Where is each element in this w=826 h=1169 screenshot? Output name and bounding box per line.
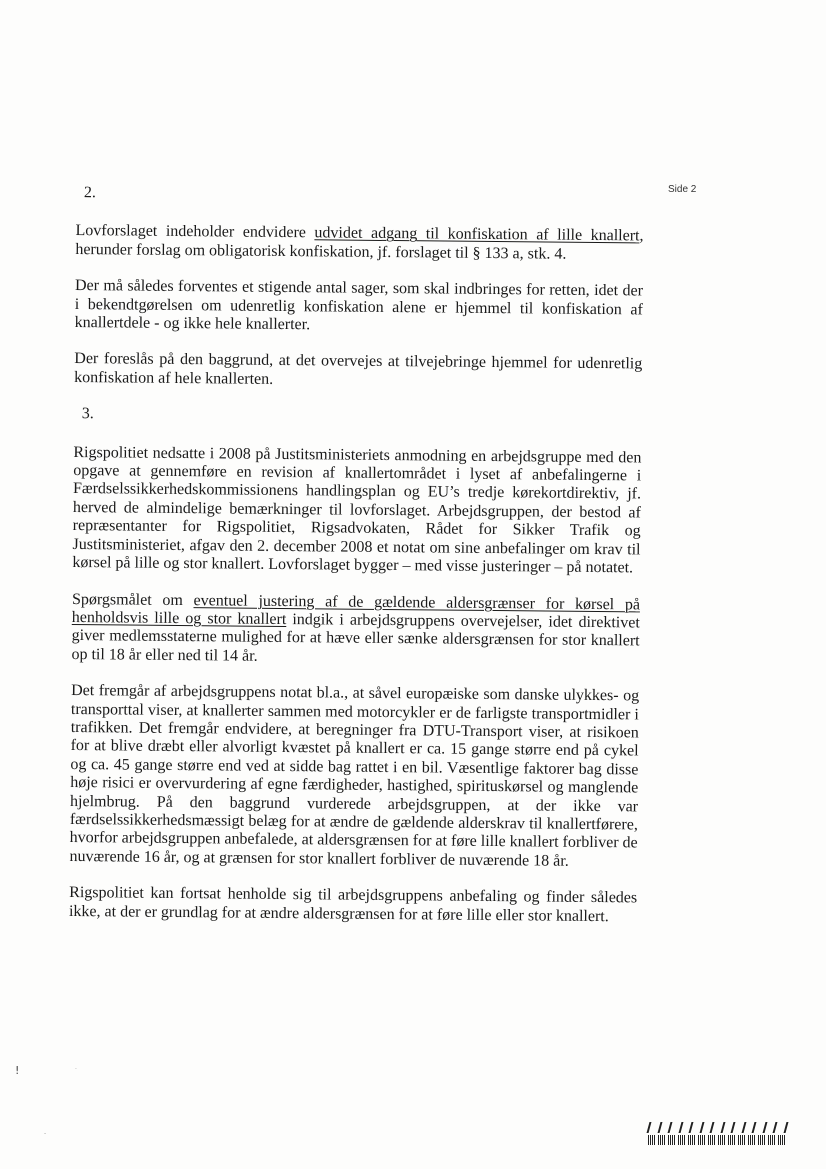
- barcode-bar: [647, 1122, 651, 1133]
- section-number-3: 3.: [81, 405, 94, 423]
- barcode-block: [738, 1135, 746, 1145]
- scan-artifact-mark: !: [15, 1064, 20, 1077]
- barcode-block: [758, 1135, 766, 1145]
- barcode-block: [778, 1135, 786, 1145]
- barcode-block: [658, 1135, 666, 1145]
- barcode-block: [698, 1135, 706, 1145]
- paragraph-text: Spørgsmålet om: [71, 590, 194, 609]
- barcode-block: [718, 1135, 726, 1145]
- barcode-block: [748, 1135, 756, 1145]
- barcode-block: [728, 1135, 736, 1145]
- barcode-blocks: [648, 1135, 786, 1146]
- paragraph-age-limits: [71, 590, 640, 669]
- barcode-block: [668, 1135, 676, 1145]
- paragraph-text: , herunder forslag om obligatorisk konfiskation, jf. forslaget til § 133 a, stk. 4.: [75, 227, 644, 263]
- paragraph-expected-cases: Der må således forventes et stigende antal sager, som skal indbringes for retten, idet der i bekendtgørelsen om udenretlig konfiskation alene er hjemmel til konfiskation af knallertdele - og ikke hele knallerter.: [74, 277, 644, 334]
- barcode-block: [678, 1135, 686, 1145]
- barcode-bar: [657, 1122, 661, 1133]
- barcode-block: [648, 1135, 656, 1145]
- barcode-bar: [668, 1122, 672, 1133]
- page-number: Side 2: [668, 184, 697, 195]
- barcode-bar: [752, 1122, 756, 1133]
- underlined-phrase: udvidet adgang til konfiskation af lille knallert: [314, 224, 640, 245]
- barcode-bar: [689, 1122, 693, 1133]
- paragraph-text: Lovforslaget indeholder endvidere: [75, 222, 315, 242]
- barcode-bar: [731, 1122, 735, 1133]
- section-number-2: 2.: [83, 184, 96, 202]
- barcode-bar: [678, 1122, 682, 1133]
- barcode-bars: [648, 1122, 786, 1133]
- underlined-phrase: eventuel justering af de gældende aldersgrænser for kørsel på henholdsvis lille og stor knallert: [71, 591, 641, 628]
- barcode-bar: [699, 1122, 703, 1133]
- paragraph-suggestion: Der foreslås på den baggrund, at det overvejes at tilvejebringe hjemmel for udenretlig konfiskation af hele knallerten.: [74, 350, 643, 388]
- paragraph-working-group: Rigspolitiet nedsatte i 2008 på Justitsministeriets anmodning en arbejdsgruppe med den opgave at gennemføre en revision af knallertområdet i lyset af anbefalingerne i Færdselssikkerhedskommissionens handlingsplan og EU’s tredje kørekortdirektiv, jf. herved de almindelige bemærkninger til lovforslaget. Arbejdsgruppen, der bestod af repræsentanter for Rigspolitiet, Rigsadvokaten, Rådet for Sikker Trafik og Justitsministeriet, afgav den 2. december 2008 et notat om sine anbefalinger om krav til kørsel på lille og stor knallert. Lovforslaget bygger – med visse justeringer – på notatet.: [72, 443, 642, 577]
- scan-artifact-dash: -: [44, 1130, 47, 1137]
- paragraph-confiscation-proposal: [75, 222, 643, 264]
- barcode-bar: [783, 1122, 787, 1133]
- barcode-bar: [762, 1122, 766, 1133]
- paragraph-conclusion: Rigspolitiet kan fortsat henholde sig til arbejdsgruppens anbefaling og finder således ikke, at der er grundlag for at ændre aldersgrænsen for at føre lille eller stor knallert.: [68, 884, 638, 925]
- barcode-block: [768, 1135, 776, 1145]
- paragraph-text: indgik i arbejdsgruppens overvejelser, idet direktivet giver medlemsstaterne mulighed for at hæve eller sænke aldersgrænsen for stor knallert op til 18 år eller ned til 14 år.: [71, 610, 640, 665]
- barcode-block: [708, 1135, 716, 1145]
- barcode-bar: [720, 1122, 724, 1133]
- document-body: [69, 184, 644, 944]
- barcode: [648, 1122, 786, 1148]
- paragraph-risk-findings: Det fremgår af arbejdsgruppens notat bl.a., at såvel europæiske som danske ulykkes- og transporttal viser, at knallerter sammen med motorcykler er de farligste transportmidler i trafikken. Det fremgår endvidere, at beregninger fra DTU-Transport viser, at risikoen for at blive dræbt eller alvorligt kvæstet på knallert er ca. 15 gange større end på cykel og ca. 45 gange større end ved at sidde bag rattet i en bil. Væsentlige faktorer bag disse høje risici er overvurdering af egne færdigheder, hastighed, spirituskørsel og manglende hjelmbrug. På den baggrund vurderede arbejdsgruppen, at der ikke var færdselssikkerhedsmæssigt belæg for at ændre de gældende alderskrav til knallertførere, hvorfor arbejdsgruppen anbefalede, at aldersgrænsen for at føre lille knallert forbliver de nuværende 16 år, og at grænsen for stor knallert forbliver de nuværende 18 år.: [69, 682, 640, 870]
- barcode-block: [688, 1135, 696, 1145]
- barcode-bar: [741, 1122, 745, 1133]
- barcode-bar: [773, 1122, 777, 1133]
- scan-artifact-dot: ·: [75, 1066, 77, 1073]
- barcode-bar: [710, 1122, 714, 1133]
